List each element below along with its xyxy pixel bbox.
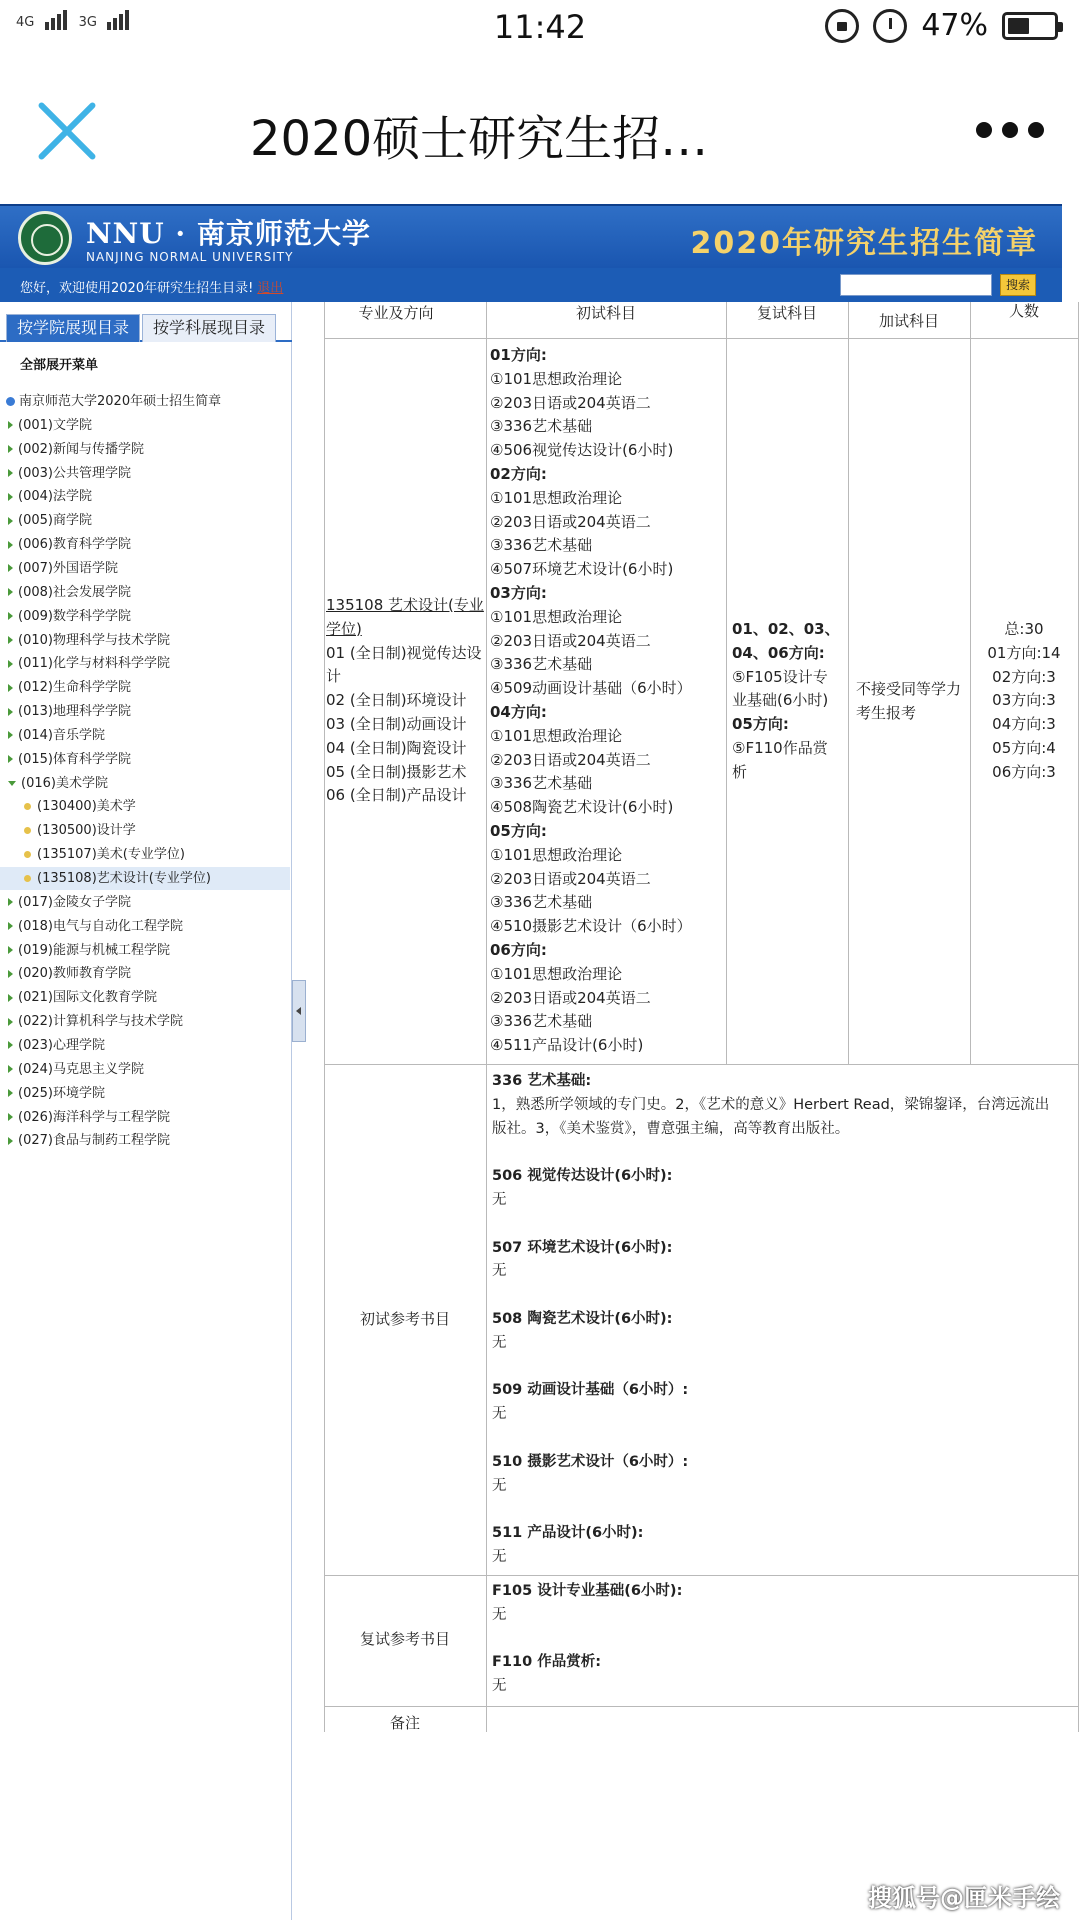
collapsed-arrow-icon <box>8 636 13 644</box>
direction-heading: 06方向: <box>490 940 547 959</box>
count-item: 02方向:3 <box>992 667 1056 686</box>
tree-item[interactable] <box>0 676 290 699</box>
remarks-label: 备注 <box>389 1714 420 1732</box>
header-extra: 加试科目 <box>878 312 939 330</box>
tree-item[interactable] <box>0 414 290 437</box>
tree-item-label: (024)马克思主义学院 <box>18 1061 144 1077</box>
direction-item: 04 (全日制)陶瓷设计 <box>326 738 467 757</box>
tree-item-label: (018)电气与自动化工程学院 <box>18 918 183 934</box>
collapsed-arrow-icon <box>8 469 13 477</box>
leaf-dot-icon <box>24 803 31 810</box>
source-watermark: 搜狐号@匣米手绘 <box>868 1884 1060 1912</box>
tab-by-discipline[interactable]: 按学科展现目录 <box>142 314 276 342</box>
direction-item: 02 (全日制)环境设计 <box>326 691 467 710</box>
subject-item: ③336艺术基础 <box>490 655 593 674</box>
leaf-dot-icon <box>24 875 31 882</box>
battery-icon <box>1002 12 1058 40</box>
reference-line: 无 <box>492 1477 507 1494</box>
reference-title: 508 陶瓷艺术设计(6小时): <box>492 1310 673 1327</box>
collapsed-arrow-icon <box>8 445 13 453</box>
reference-block <box>492 1308 1078 1356</box>
tree-item-label: (014)音乐学院 <box>18 727 105 743</box>
more-options-icon[interactable] <box>976 122 1044 138</box>
tab-by-college[interactable]: 按学院展现目录 <box>6 314 140 342</box>
tree-root[interactable] <box>0 390 290 413</box>
site-banner <box>0 204 1062 268</box>
tree-item-label: (009)数学科学学院 <box>18 608 131 624</box>
tree-item-label: (001)文学院 <box>18 417 92 433</box>
status-bar <box>0 0 1080 56</box>
tree-item[interactable] <box>0 962 290 985</box>
tree-item-label: (007)外国语学院 <box>18 560 118 576</box>
subject-item: ③336艺术基础 <box>490 1012 593 1031</box>
collapsed-arrow-icon <box>8 1018 13 1026</box>
collapsed-arrow-icon <box>8 588 13 596</box>
tree-item-label: (019)能源与机械工程学院 <box>18 942 170 958</box>
tree-item[interactable] <box>0 795 290 818</box>
collapsed-arrow-icon <box>8 684 13 692</box>
reference-title: 507 环境艺术设计(6小时): <box>492 1239 673 1256</box>
tree-root-label: 南京师范大学2020年硕士招生简章 <box>19 394 222 409</box>
retest-ref-label: 复试参考书目 <box>359 1630 450 1648</box>
tree-item-label: (010)物理科学与技术学院 <box>18 632 170 648</box>
subject-item: ②203日语或204英语二 <box>490 631 651 650</box>
tree-item[interactable] <box>0 748 290 771</box>
leaf-dot-icon <box>24 851 31 858</box>
subject-item: ②203日语或204英语二 <box>490 512 651 531</box>
subject-item: ③336艺术基础 <box>490 417 593 436</box>
tree-item[interactable] <box>0 986 290 1009</box>
reference-title: 509 动画设计基础（6小时）: <box>492 1382 689 1399</box>
subject-item: ④508陶瓷艺术设计(6小时) <box>490 798 674 817</box>
tree-item[interactable] <box>0 629 290 652</box>
welcome-text: 您好，欢迎使用2020年研究生招生目录! <box>20 281 254 296</box>
tree-item-label: (022)计算机科学与技术学院 <box>18 1014 183 1030</box>
logo-main-text: NNU · 南京师范大学 <box>86 217 371 250</box>
tree-item-label: (005)商学院 <box>18 513 92 529</box>
catalog-sidebar <box>0 302 292 1920</box>
tree-item-label: (012)生命科学学院 <box>18 680 131 696</box>
direction-item: 01 (全日制)视觉传达设计 <box>326 643 482 686</box>
subject-item: ②203日语或204英语二 <box>490 750 651 769</box>
retest-dir-b: 05方向: <box>732 715 789 734</box>
tree-item[interactable] <box>0 724 290 747</box>
tree-item-label: (027)食品与制药工程学院 <box>18 1133 170 1149</box>
collapsed-arrow-icon <box>8 564 13 572</box>
subject-item: ②203日语或204英语二 <box>490 988 651 1007</box>
reference-block <box>492 1237 1078 1285</box>
tree-item[interactable] <box>0 939 290 962</box>
subject-item: ①101思想政治理论 <box>490 607 623 626</box>
battery-percent: 47% <box>921 8 988 43</box>
collapsed-arrow-icon <box>8 994 13 1002</box>
program-table <box>306 302 1080 1920</box>
alarm-icon <box>873 9 907 43</box>
subject-item: ①101思想政治理论 <box>490 845 623 864</box>
tree-item[interactable] <box>0 1034 290 1057</box>
retest-ref-content <box>492 1580 1078 1699</box>
subject-item: ②203日语或204英语二 <box>490 869 651 888</box>
subject-item: ④510摄影艺术设计（6小时） <box>490 917 692 936</box>
tree-item[interactable] <box>0 605 290 628</box>
university-logo <box>86 212 371 264</box>
network-4g-label: 4G <box>16 15 35 30</box>
tree-item-label: (021)国际文化教育学院 <box>18 990 157 1006</box>
count-item: 04方向:3 <box>992 715 1056 734</box>
collapsed-arrow-icon <box>8 946 13 954</box>
reference-block <box>492 1451 1078 1499</box>
tree-item-label: (130400)美术学 <box>37 799 136 815</box>
reference-title: F110 作品赏析: <box>492 1654 602 1671</box>
tree-item-label: (008)社会发展学院 <box>18 584 131 600</box>
collapsed-arrow-icon <box>8 660 13 668</box>
direction-heading: 03方向: <box>490 583 547 602</box>
subject-item: ②203日语或204英语二 <box>490 393 651 412</box>
direction-item: 03 (全日制)动画设计 <box>326 714 467 733</box>
collapsed-arrow-icon <box>8 970 13 978</box>
subject-item: ①101思想政治理论 <box>490 369 623 388</box>
reference-line: 无 <box>492 1334 507 1351</box>
welcome-message <box>20 277 283 296</box>
reference-line: 无 <box>492 1263 507 1280</box>
tree-item[interactable] <box>0 1082 290 1105</box>
enrollment-count-cell <box>970 618 1078 785</box>
panel-collapse-handle[interactable] <box>292 980 306 1042</box>
reference-line: 版社。3，《美术鉴赏》，曹意强主编，高等教育出版社。 <box>492 1120 850 1137</box>
tree-item[interactable] <box>0 581 290 604</box>
collapsed-arrow-icon <box>8 1113 13 1121</box>
reference-block <box>492 1165 1078 1213</box>
tree-item[interactable] <box>0 867 290 890</box>
tree-item[interactable] <box>0 843 290 866</box>
collapsed-arrow-icon <box>8 541 13 549</box>
tree-item-label: (135108)艺术设计(专业学位) <box>37 871 211 886</box>
tree-item[interactable] <box>0 462 290 485</box>
exit-link[interactable]: 退出 <box>257 281 284 296</box>
direction-list <box>326 642 484 809</box>
tree-item-label: (013)地理科学学院 <box>18 704 131 720</box>
reference-block <box>492 1070 1078 1141</box>
subject-item: ③336艺术基础 <box>490 893 593 912</box>
reference-title: 510 摄影艺术设计（6小时）: <box>492 1453 689 1470</box>
tree-item[interactable] <box>0 700 290 723</box>
retest-dir-a-line1: 01、02、03、 <box>732 620 840 638</box>
tree-item[interactable] <box>0 485 290 508</box>
network-3g-label: 3G <box>78 15 97 30</box>
tree-item[interactable] <box>0 891 290 914</box>
collapsed-arrow-icon <box>8 421 13 429</box>
extra-line2: 考生报考 <box>856 703 917 722</box>
header-initial: 初试科目 <box>575 304 636 322</box>
expanded-arrow-icon <box>8 781 16 786</box>
subject-item: ③336艺术基础 <box>490 774 593 793</box>
globe-icon <box>6 397 15 406</box>
tree-item-label: (016)美术学院 <box>21 775 108 791</box>
subject-item: ③336艺术基础 <box>490 536 593 555</box>
reference-block <box>492 1522 1078 1570</box>
extra-subjects-cell <box>848 678 970 726</box>
reference-line: 无 <box>492 1678 507 1695</box>
initial-subjects-cell <box>490 344 724 1058</box>
tree-item[interactable] <box>0 1129 290 1152</box>
tree-item[interactable] <box>0 1010 290 1033</box>
reference-line: 无 <box>492 1548 507 1565</box>
direction-heading: 04方向: <box>490 702 547 721</box>
collapsed-arrow-icon <box>8 755 13 763</box>
subject-item: ④506视觉传达设计(6小时) <box>490 441 674 460</box>
tree-item-label: (026)海洋科学与工程学院 <box>18 1109 170 1125</box>
reference-block <box>492 1651 1078 1699</box>
collapsed-arrow-icon <box>8 731 13 739</box>
header-retest: 复试科目 <box>756 304 817 322</box>
direction-heading: 05方向: <box>490 821 547 840</box>
tree-item-label: (023)心理学院 <box>18 1037 105 1053</box>
tree-item-label: (020)教师教育学院 <box>18 966 131 982</box>
retest-dir-a-line2: 04、06方向: <box>732 643 825 662</box>
welcome-bar <box>0 268 1062 302</box>
reference-line: 1，熟悉所学领域的专门史。2，《艺术的意义》Herbert Read，梁锦鋆译，台湾远流出 <box>492 1096 1050 1113</box>
retest-subjects-cell <box>724 618 846 785</box>
collapsed-arrow-icon <box>8 1041 13 1049</box>
major-cell <box>326 594 484 808</box>
count-item: 06方向:3 <box>992 762 1056 781</box>
collapsed-arrow-icon <box>8 1065 13 1073</box>
subject-item: ①101思想政治理论 <box>490 726 623 745</box>
tree-item-label: (017)金陵女子学院 <box>18 894 131 910</box>
tree-item[interactable] <box>0 557 290 580</box>
tree-item[interactable] <box>0 1058 290 1081</box>
retest-subj-b-line2: 析 <box>732 762 748 781</box>
direction-item: 05 (全日制)摄影艺术 <box>326 762 467 781</box>
tree-item-label: (006)教育科学学院 <box>18 537 131 553</box>
tree-item[interactable] <box>0 915 290 938</box>
reference-title: F105 设计专业基础(6小时): <box>492 1583 683 1599</box>
direction-heading: 01方向: <box>490 346 547 364</box>
tree-item-label: (135107)美术(专业学位) <box>37 847 185 863</box>
banner-slogan: 2020年研究生招生简章 <box>690 226 1038 261</box>
extra-line1: 不接受同等学力 <box>856 680 962 698</box>
tree-item[interactable] <box>0 819 290 842</box>
tree-item[interactable] <box>0 509 290 532</box>
header-count: 人数 <box>1008 302 1039 320</box>
reference-block <box>492 1379 1078 1427</box>
count-item: 03方向:3 <box>992 691 1056 710</box>
tree-item-label: (003)公共管理学院 <box>18 465 131 481</box>
collapsed-arrow-icon <box>8 612 13 620</box>
clock: 11:42 <box>493 8 587 46</box>
close-icon[interactable] <box>34 98 100 164</box>
university-seal-logo <box>18 211 72 265</box>
tree-item[interactable] <box>0 1106 290 1129</box>
subject-item: ④509动画设计基础（6小时） <box>490 679 692 698</box>
expand-all-link[interactable]: 全部展开菜单 <box>20 358 99 373</box>
subject-item: ④511产品设计(6小时) <box>490 1036 644 1055</box>
tree-item[interactable] <box>0 652 290 675</box>
collapsed-arrow-icon <box>8 1089 13 1097</box>
count-item: 总:30 <box>1004 620 1044 638</box>
reference-block <box>492 1580 1078 1628</box>
tree-item-label: (130500)设计学 <box>37 823 136 839</box>
reference-title: 336 艺术基础: <box>492 1073 592 1089</box>
catalog-tabs <box>0 312 292 342</box>
direction-heading: 02方向: <box>490 464 547 483</box>
reference-line: 无 <box>492 1606 507 1623</box>
tree-item[interactable] <box>0 438 290 461</box>
collapsed-arrow-icon <box>8 1137 13 1145</box>
collapsed-arrow-icon <box>8 708 13 716</box>
collapsed-arrow-icon <box>8 517 13 525</box>
reference-title: 506 视觉传达设计(6小时): <box>492 1168 673 1185</box>
tree-item[interactable] <box>0 533 290 556</box>
retest-subj-a-line2: 业基础(6小时) <box>732 691 829 710</box>
search-input[interactable] <box>840 274 992 296</box>
reference-title: 511 产品设计(6小时): <box>492 1525 644 1542</box>
subject-item: ①101思想政治理论 <box>490 488 623 507</box>
logo-sub-text: NANJING NORMAL UNIVERSITY <box>86 250 294 264</box>
leaf-dot-icon <box>24 827 31 834</box>
major-code-link[interactable]: 135108 艺术设计(专业学位) <box>326 596 484 638</box>
count-item: 05方向:4 <box>992 738 1056 757</box>
collapsed-arrow-icon <box>8 493 13 501</box>
tree-item[interactable] <box>0 772 290 795</box>
collapsed-arrow-icon <box>8 898 13 906</box>
reference-line: 无 <box>492 1406 507 1423</box>
retest-subj-b-line1: ⑤F110作品赏 <box>732 738 828 757</box>
collapsed-arrow-icon <box>8 922 13 930</box>
initial-ref-label: 初试参考书目 <box>359 1310 450 1328</box>
rotation-lock-icon <box>825 9 859 43</box>
retest-subj-a-line1: ⑤F105设计专 <box>732 667 828 686</box>
subject-item: ①101思想政治理论 <box>490 964 623 983</box>
reference-line: 无 <box>492 1191 507 1208</box>
tree-item-label: (011)化学与材料科学学院 <box>18 656 170 672</box>
subject-item: ④507环境艺术设计(6小时) <box>490 560 674 579</box>
search-button[interactable]: 搜索 <box>1000 274 1036 296</box>
initial-ref-content <box>492 1070 1078 1570</box>
tree-item-label: (004)法学院 <box>18 489 92 505</box>
tree-item-label: (025)环境学院 <box>18 1085 105 1101</box>
tree-item-label: (015)体育科学学院 <box>18 751 131 767</box>
header-major: 专业及方向 <box>358 304 434 322</box>
tree-item-label: (002)新闻与传播学院 <box>18 441 144 457</box>
direction-item: 06 (全日制)产品设计 <box>326 786 467 805</box>
count-item: 01方向:14 <box>987 643 1061 662</box>
browser-nav-bar <box>0 56 1080 204</box>
page-title: 2020硕士研究生招… <box>250 111 709 167</box>
